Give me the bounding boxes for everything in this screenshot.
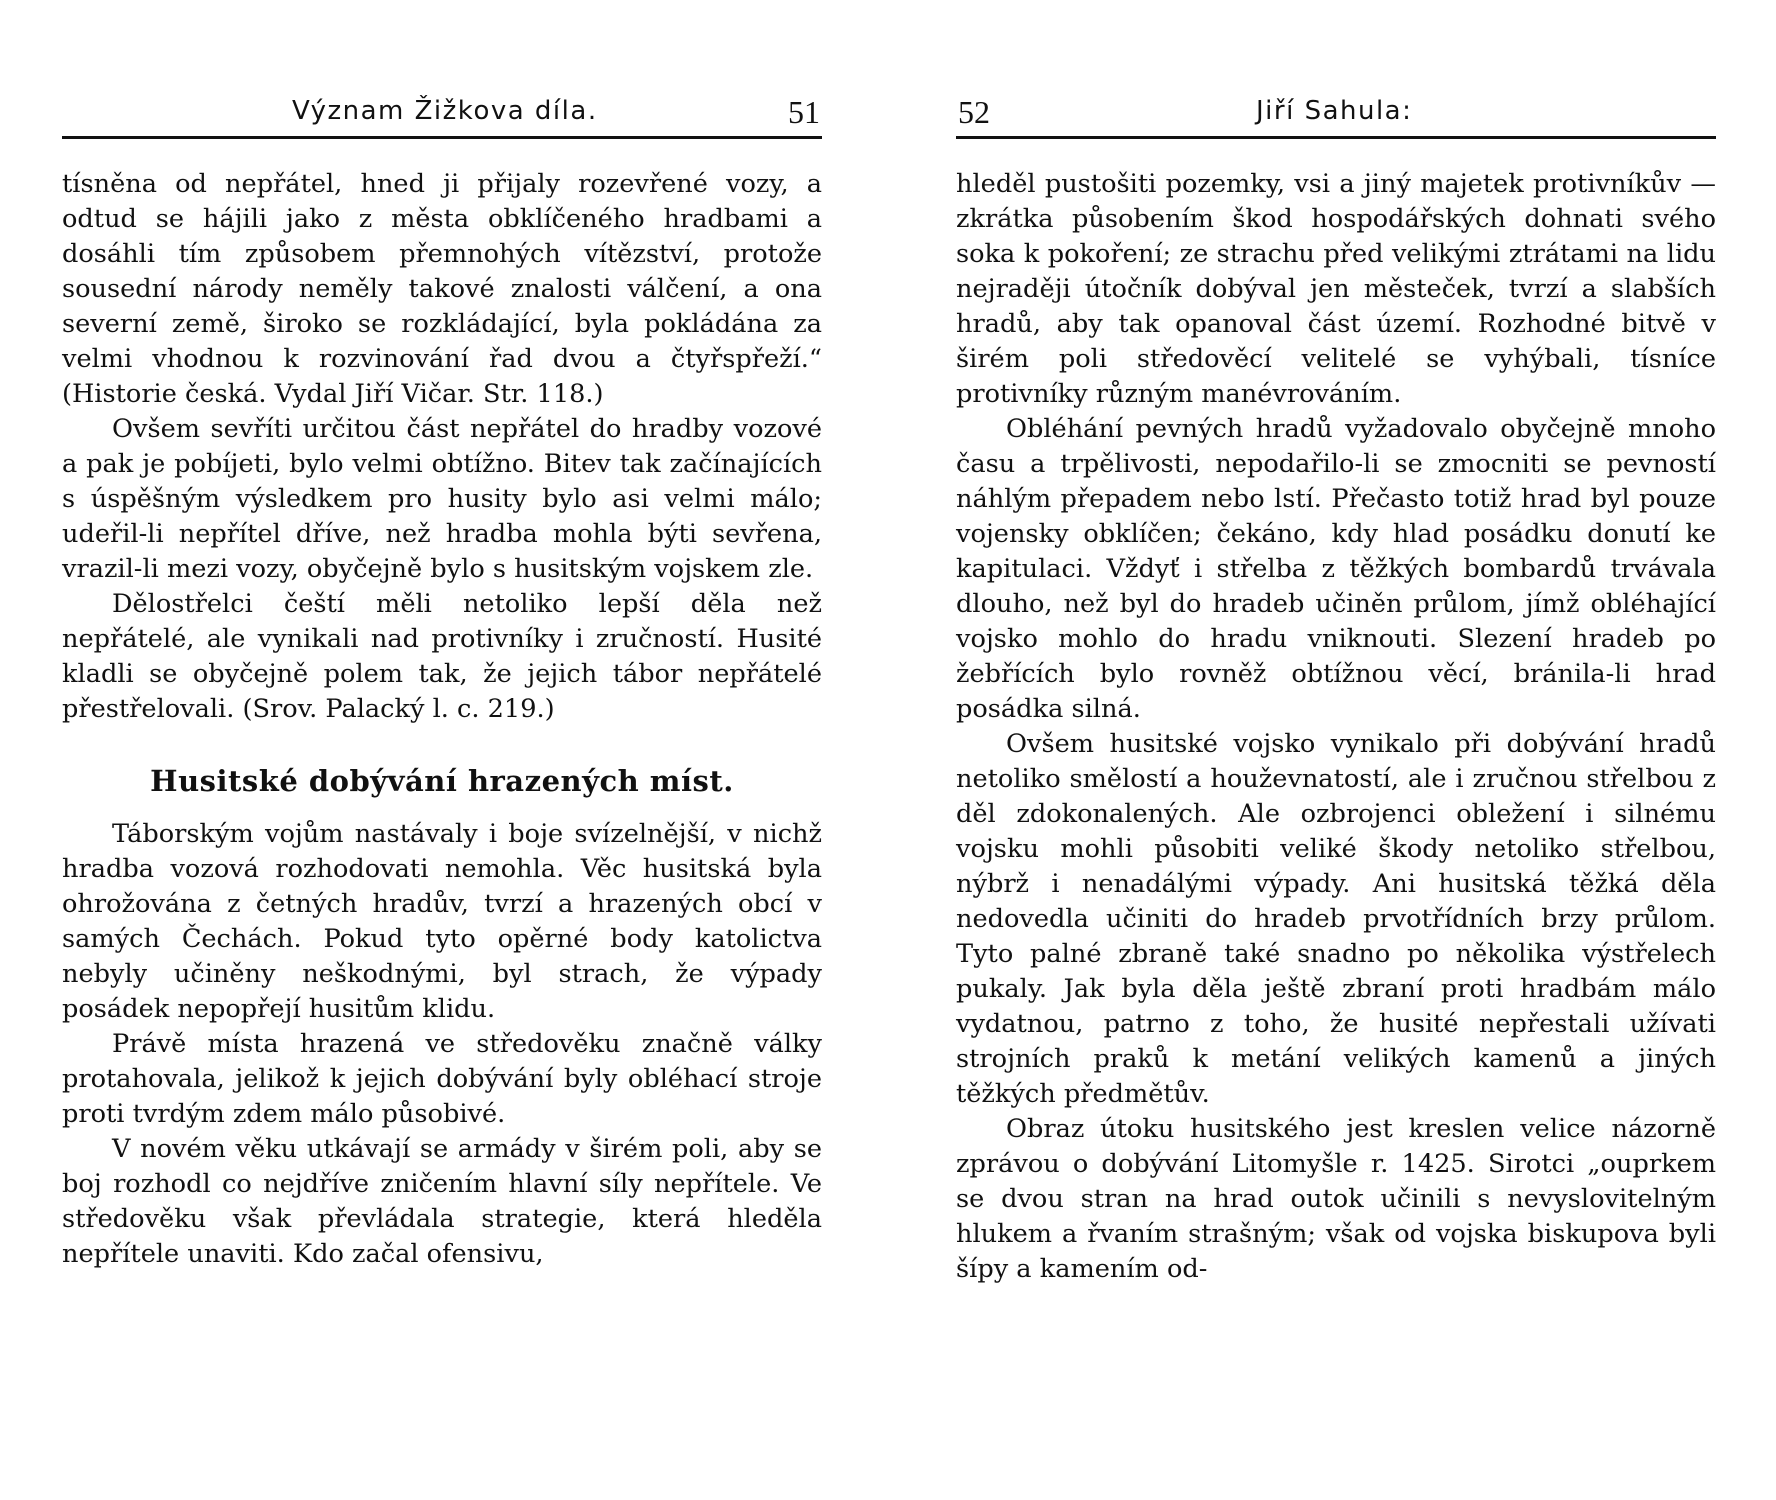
right-page — [956, 86, 1716, 1287]
paragraph: Ovšem husitské vojsko vynikalo při dobývání hradů netoliko smělostí a houževnatostí, ale i zručnou střelbou z děl zdokonalených. Ale ozbrojenci obležení i silnému vojsku mohli působiti veliké škody netoliko střelbou, nýbrž i nenadálými výpady. Ani husitská těžká děla nedovedla učiniti do hradeb prvotřídních brzy průlom. Tyto palné zbraně také snadno po několika výstřelech pukaly. Jak byla děla ještě zbraní proti hradbám málo vydatnou, patrno z toho, že husité nepřestali užívati strojních praků k metání velikých kamenů a jiných těžkých předmětův. — [956, 729, 1716, 1109]
paragraph: hleděl pustošiti pozemky, vsi a jiný majetek protivníkův — zkrátka působením škod hospodářských dohnati svého soka k pokoření; ze strachu před velikými ztrátami na lidu nejraději útočník dobýval jen městeček, tvrzí a slabších hradů, aby tak opanoval část území. Rozhodné bitvě v širém poli středověcí velitelé se vyhýbali, tísníce protivníky různým manévrováním. — [956, 169, 1716, 409]
running-header — [62, 86, 822, 130]
paragraph: Táborským vojům nastávaly i boje svízelnější, v nichž hradba vozová rozhodovati nemohla. Věc husitská byla ohrožována z četných hradův, tvrzí a hrazených obcí v samých Čechách. Pokud tyto opěrné body katolictva nebyly učiněny neškodnými, byl strach, že výpady posádek nepopřejí husitům klidu. — [62, 819, 822, 1024]
header-rule — [62, 136, 822, 139]
header-title: Jiří Sahula: — [1256, 96, 1413, 126]
paragraph: Obléhání pevných hradů vyžadovalo obyčejně mnoho času a trpělivosti, nepodařilo-li se zmocniti se pevností náhlým přepadem nebo lstí. Přečasto totiž hrad byl pouze vojensky obklíčen; čekáno, kdy hlad posádku donutí ke kapitulaci. Vždyť i střelba z těžkých bombardů trvávala dlouho, než byl do hradeb učiněn průlom, jímž obléhající vojsko mohlo do hradu vniknouti. Slezení hradeb po žebřících bylo rovněž obtížnou věcí, bránila-li hrad posádka silná. — [956, 414, 1716, 724]
paragraph: Obraz útoku husitského jest kreslen velice názorně zprávou o dobývání Litomyšle r. 1425. Sirotci „ouprkem se dvou stran na hrad outok učinili s nevyslovitelným hlukem a řvaním strašným; však od vojska biskupova byli šípy a kamením od- — [956, 1114, 1716, 1284]
page-body — [62, 167, 822, 1272]
paragraph: V novém věku utkávají se armády v širém poli, aby se boj rozhodl co nejdříve zničením hlavní síly nepřítele. Ve středověku však převládala strategie, která hleděla nepřítele unaviti. Kdo začal ofensivu, — [62, 1134, 822, 1269]
paragraph: Právě místa hrazená ve středověku značně války protahovala, jelikož k jejich dobývání byly obléhací stroje proti tvrdým zdem málo působivé. — [62, 1029, 822, 1129]
paragraph: Ovšem sevříti určitou část nepřátel do hradby vozové a pak je pobíjeti, bylo velmi obtížno. Bitev tak začínajících s úspěšným výsledkem pro husity bylo asi velmi málo; udeřil-li nepřítel dříve, než hradba mohla býti sevřena, vrazil-li mezi vozy, obyčejně bylo s husitským vojskem zle. — [62, 414, 822, 584]
page-number: 51 — [788, 94, 820, 130]
page-number: 52 — [958, 94, 990, 130]
left-page — [62, 86, 822, 1272]
section-heading: Husitské dobývání hrazených míst. — [150, 764, 734, 798]
running-header — [956, 86, 1716, 130]
page-body — [956, 167, 1716, 1287]
header-title: Význam Žižkova díla. — [292, 96, 598, 126]
paragraph: Dělostřelci čeští měli netoliko lepší děla než nepřátelé, ale vynikali nad protivníky i zručností. Husité kladli se obyčejně polem tak, že jejich tábor nepřátelé přestřelovali. (Srov. Palacký l. c. 219.) — [62, 589, 822, 724]
paragraph: tísněna od nepřátel, hned ji přijaly rozevřené vozy, a odtud se hájili jako z města obklíčeného hradbami a dosáhli tím způsobem přemnohých vítězství, protože sousední národy neměly takové znalosti válčení, a ona severní země, široko se rozkládající, byla pokládána za velmi vhodnou k rozvinování řad dvou a čtyřspřeží.“ (Historie česká. Vydal Jiří Vičar. Str. 118.) — [62, 169, 822, 409]
header-rule — [956, 136, 1716, 139]
